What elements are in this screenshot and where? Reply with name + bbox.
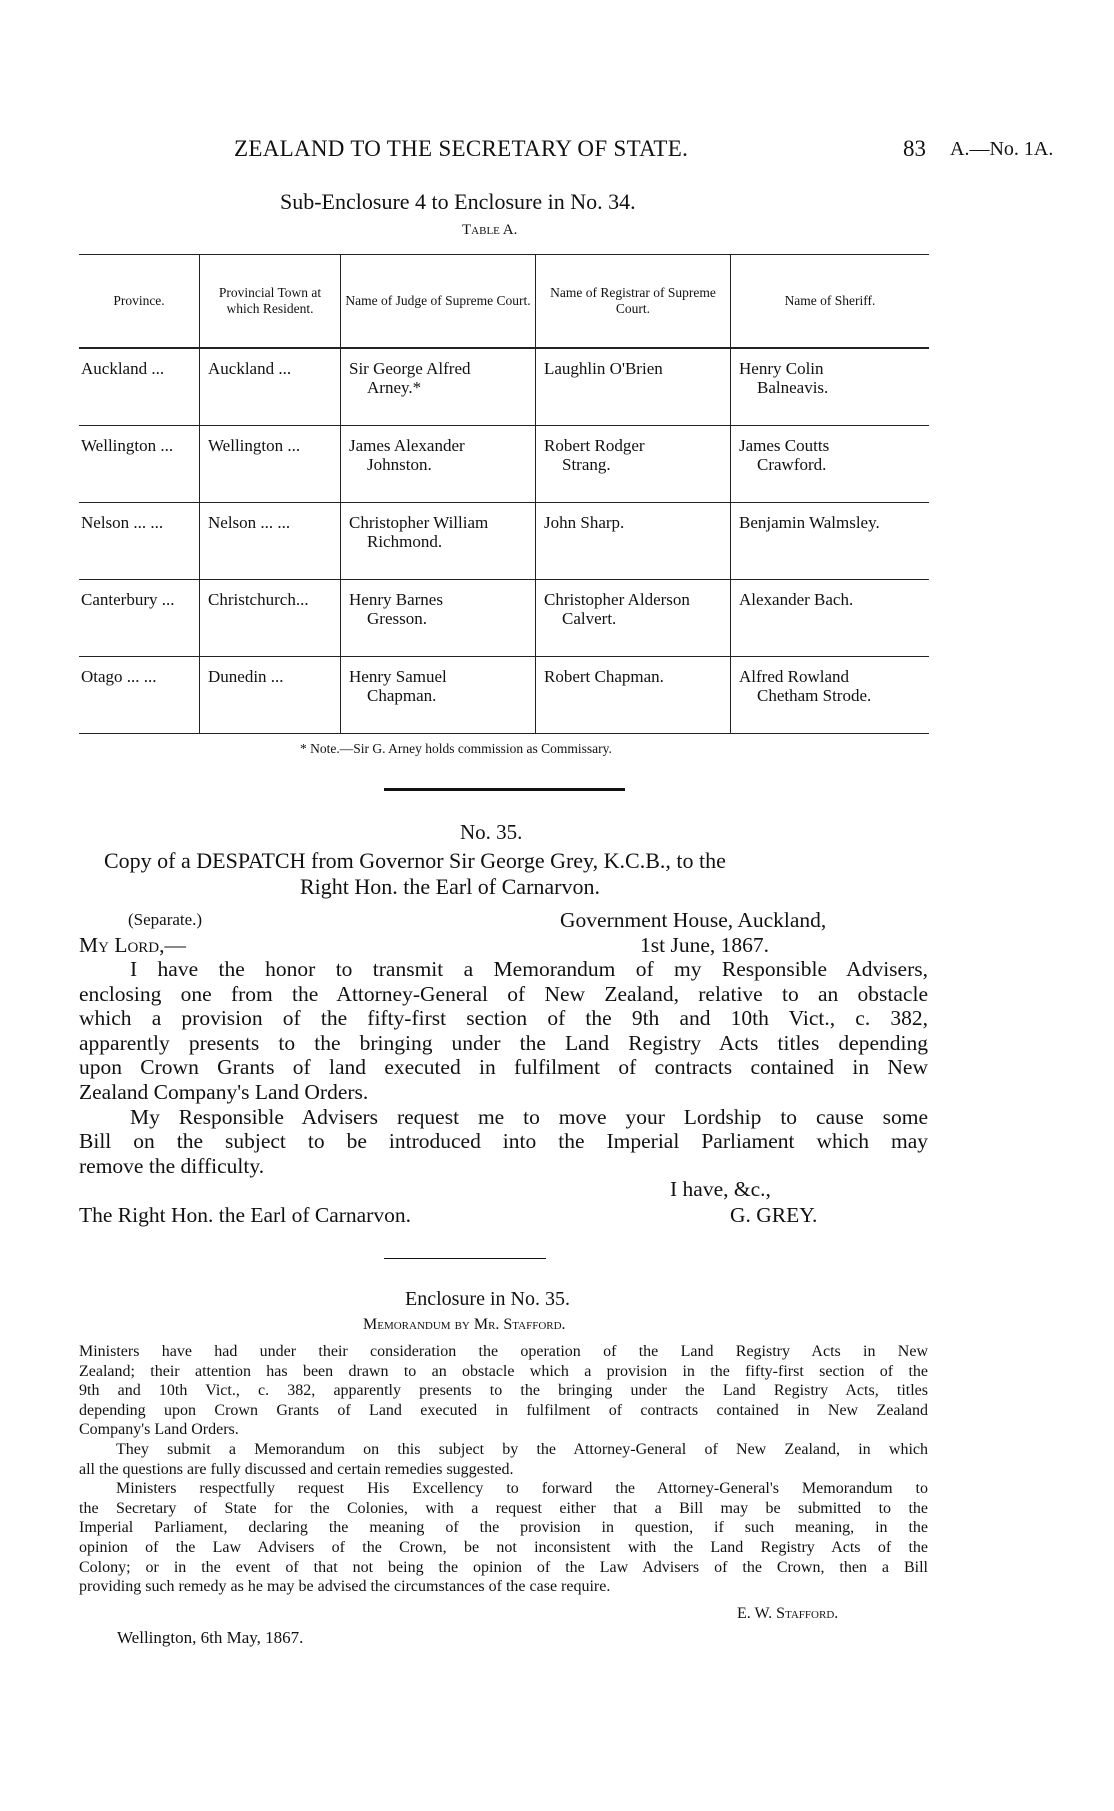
judge-cell (341, 580, 536, 657)
page-number: 83 (903, 136, 926, 161)
memorandum-title: Memorandum by Mr. Stafford. (363, 1316, 566, 1333)
town-cell: Dunedin ... (200, 657, 341, 734)
sheriff-cell-line: Benjamin Walmsley. (739, 513, 880, 532)
body-line: upon Crown Grants of land executed in fulfilment of contracts contained in New (79, 1055, 928, 1080)
separate-label: (Separate.) (128, 910, 203, 929)
judge-cell (341, 503, 536, 580)
signature: G. GREY. (730, 1203, 818, 1227)
registrar-cell-line: Robert Rodger (544, 436, 645, 455)
registrar-cell-line: John Sharp. (544, 513, 625, 532)
judge-cell-line: Gresson. (367, 609, 427, 628)
province-cell: Otago ... ... (79, 657, 200, 734)
province-cell: Nelson ... ... (79, 503, 200, 580)
registrar-cell (536, 426, 731, 503)
memorandum-line: Ministers respectfully request His Excellency to forward the Attorney-General's Memorandum to (116, 1480, 928, 1498)
sub-enclosure-title: Sub-Enclosure 4 to Enclosure in No. 34. (280, 189, 636, 214)
judge-cell-line: Johnston. (367, 455, 432, 474)
registrar-cell-line: Robert Chapman. (544, 667, 664, 686)
sheriff-cell (731, 426, 930, 503)
paper-reference: A.—No. 1A. (950, 138, 1054, 160)
memorandum-line: depending upon Crown Grants of Land executed in fulfilment of contracts contained in New Zealand (79, 1401, 928, 1419)
judge-cell (341, 348, 536, 426)
section-divider (384, 788, 625, 791)
despatch-title: Copy of a DESPATCH from Governor Sir George Grey, K.C.B., to the (104, 848, 726, 873)
memorandum-line: Imperial Parliament, declaring the meaning of the provision in question, if such meaning, in the (79, 1519, 928, 1537)
memorandum-place-date: Wellington, 6th May, 1867. (117, 1628, 304, 1647)
table-row (79, 348, 929, 426)
registrar-cell (536, 580, 731, 657)
judge-cell (341, 657, 536, 734)
section-divider (384, 1258, 546, 1259)
registrar-cell (536, 657, 731, 734)
despatch-date: 1st June, 1867. (640, 933, 769, 957)
column-header: Name of Judge of Supreme Court. (341, 255, 536, 349)
province-cell: Canterbury ... (79, 580, 200, 657)
registrar-cell (536, 348, 731, 426)
judge-cell-line: Henry Barnes (349, 590, 443, 609)
running-title: ZEALAND TO THE SECRETARY OF STATE. (234, 136, 689, 161)
memorandum-line: all the questions are fully discussed and certain remedies suggested. (79, 1460, 514, 1478)
addressee: The Right Hon. the Earl of Carnarvon. (79, 1203, 411, 1227)
table-row (79, 657, 929, 734)
memorandum-line: 9th and 10th Vict., c. 382, apparently presents to the bringing under the Land Registry Acts, titles (79, 1382, 928, 1400)
despatch-place: Government House, Auckland, (560, 908, 827, 932)
table-row (79, 503, 929, 580)
sheriff-cell-line: Balneavis. (757, 378, 829, 397)
town-cell: Nelson ... ... (200, 503, 341, 580)
body-line: remove the difficulty. (79, 1153, 265, 1178)
town-cell: Christchurch... (200, 580, 341, 657)
memorandum-line: They submit a Memorandum on this subject by the Attorney-General of New Zealand, in which (116, 1441, 928, 1458)
memorandum-signature: E. W. Stafford. (737, 1605, 839, 1622)
column-header: Provincial Town at which Resident. (200, 255, 341, 349)
sheriff-cell (731, 657, 930, 734)
judge-cell-line: Christopher William (349, 513, 489, 532)
memorandum-line: opinion of the Law Advisers of the Crown, be not inconsistent with the Land Registry Acts of the (79, 1539, 928, 1556)
memorandum-line: Zealand; their attention has been drawn to an obstacle which a provision in the fifty-first section of the (79, 1362, 928, 1380)
body-line: Bill on the subject to be introduced into the Imperial Parliament which may (79, 1129, 928, 1154)
judge-cell-line: James Alexander (349, 436, 465, 455)
column-header: Name of Sheriff. (731, 255, 930, 349)
body-line: which a provision of the fifty-first section of the 9th and 10th Vict., c. 382, (79, 1006, 928, 1031)
closing: I have, &c., (670, 1177, 771, 1201)
town-cell: Wellington ... (200, 426, 341, 503)
sheriff-cell-line: Crawford. (757, 455, 827, 474)
sheriff-cell-line: Alexander Bach. (739, 590, 854, 609)
registrar-cell-line: Christopher Alderson (544, 590, 690, 609)
sheriff-cell-line: Alfred Rowland (739, 667, 850, 686)
registrar-cell (536, 503, 731, 580)
memorandum-line: Company's Land Orders. (79, 1421, 239, 1439)
table-label: Table A. (462, 222, 518, 238)
body-line: My Responsible Advisers request me to move your Lordship to cause some (130, 1104, 928, 1129)
despatch-title-line2: Right Hon. the Earl of Carnarvon. (300, 874, 600, 899)
memorandum-line: providing such remedy as he may be advised the circumstances of the case require. (79, 1578, 611, 1596)
table-row (79, 580, 929, 657)
province-cell: Wellington ... (79, 426, 200, 503)
judge-cell (341, 426, 536, 503)
sheriff-cell-line: James Coutts (739, 436, 830, 455)
sheriff-cell-line: Chetham Strode. (757, 686, 872, 705)
officials-table (79, 254, 929, 734)
judge-cell-line: Chapman. (367, 686, 437, 705)
registrar-cell-line: Strang. (562, 455, 611, 474)
memorandum-line: Ministers have had under their consideration the operation of the Land Registry Acts in New (79, 1343, 928, 1360)
body-line: Zealand Company's Land Orders. (79, 1080, 369, 1104)
judge-cell-line: Arney.* (367, 378, 422, 397)
sheriff-cell (731, 580, 930, 657)
body-line: enclosing one from the Attorney-General of New Zealand, relative to an obstacle (79, 981, 928, 1006)
memorandum-line: the Secretary of State for the Colonies, with a request either that a Bill may be submitted to the (79, 1499, 928, 1517)
body-line: apparently presents to the bringing under the Land Registry Acts titles depending (79, 1030, 928, 1055)
town-cell: Auckland ... (200, 348, 341, 426)
despatch-number: No. 35. (460, 820, 523, 844)
registrar-cell-line: Laughlin O'Brien (544, 359, 663, 378)
province-cell: Auckland ... (79, 348, 200, 426)
salutation: My Lord,— (79, 933, 187, 957)
sheriff-cell (731, 348, 930, 426)
table-row (79, 426, 929, 503)
table-note: * Note.—Sir G. Arney holds commission as Commissary. (300, 741, 612, 756)
registrar-cell-line: Calvert. (562, 609, 617, 628)
judge-cell-line: Richmond. (367, 532, 443, 551)
table-header-row (79, 255, 929, 349)
body-line: I have the honor to transmit a Memorandum of my Responsible Advisers, (130, 957, 928, 981)
column-header: Province. (79, 255, 200, 349)
sheriff-cell-line: Henry Colin (739, 359, 824, 378)
column-header: Name of Registrar of Supreme Court. (536, 255, 731, 349)
judge-cell-line: Sir George Alfred (349, 359, 471, 378)
enclosure-title: Enclosure in No. 35. (405, 1288, 570, 1310)
memorandum-line: Colony; or in the event of that not being the opinion of the Law Advisers of the Crown, then a Bill (79, 1558, 928, 1576)
judge-cell-line: Henry Samuel (349, 667, 447, 686)
sheriff-cell (731, 503, 930, 580)
